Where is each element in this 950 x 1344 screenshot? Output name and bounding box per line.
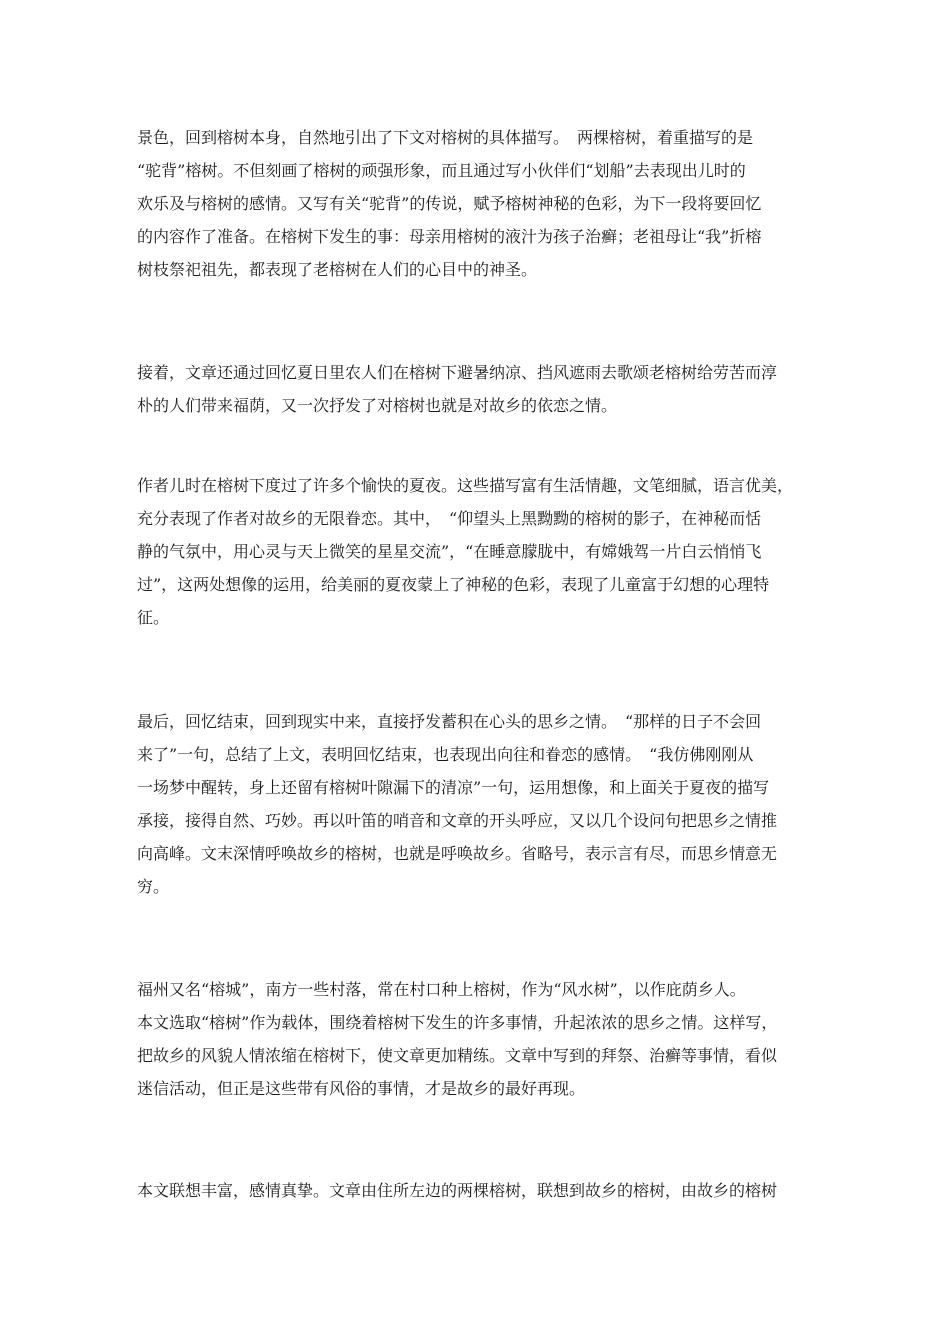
text-line: 树枝祭祀祖先，都表现了老榕树在人们的心目中的神圣。 [137,260,538,279]
text-line: 静的气氛中，用心灵与天上微笑的星星交流”，“在睡意朦胧中，有嫦娥驾一片白云悄悄飞 [137,542,762,561]
text-line: 充分表现了作者对故乡的无限眷恋。其中， “仰望头上黑黝黝的榕树的影子，在神秘而恬 [137,509,762,528]
paragraph-summer-shade [137,356,827,422]
text-line: 一场梦中醒转，身上还留有榕树叶隙漏下的清凉”一句，运用想像，和上面关于夏夜的描写 [137,778,770,797]
paragraph-conclusion [137,705,827,903]
text-line: 征。 [137,608,170,627]
text-line: 迷信活动，但正是这些带有风俗的事情，才是故乡的最好再现。 [137,1079,586,1098]
text-line: 景色，回到榕树本身，自然地引出了下文对榕树的具体描写。 两棵榕树，着重描写的是 [137,128,754,147]
paragraph-summary [137,1174,827,1207]
paragraph-banyan-description [137,121,827,286]
text-line: 的内容作了准备。在榕树下发生的事：母亲用榕树的液汁为孩子治癣；老祖母让“我”折榕 [137,227,762,246]
text-line: 向高峰。文末深情呼唤故乡的榕树，也就是呼唤故乡。省略号，表示言有尽，而思乡情意无 [137,844,778,863]
paragraph-summer-nights [137,469,827,634]
text-line: 作者儿时在榕树下度过了许多个愉快的夏夜。这些描写富有生活情趣，文笔细腻，语言优美， [137,476,794,495]
text-line: 接着，文章还通过回忆夏日里农人们在榕树下避暑纳凉、挡风遮雨去歌颂老榕树给劳苦而淳 [137,363,778,382]
paragraph-fuzhou-background [137,973,827,1105]
text-line: 最后，回忆结束，回到现实中来，直接抒发蓄积在心头的思乡之情。 “那样的日子不会回 [137,712,762,731]
text-line: 福州又名“榕城”，南方一些村落，常在村口种上榕树，作为“风水树”，以作庇荫乡人。 [137,980,746,999]
text-line: 朴的人们带来福荫，又一次抒发了对榕树也就是对故乡的依恋之情。 [137,396,618,415]
text-line: 把故乡的风貌人情浓缩在榕树下，使文章更加精练。文章中写到的拜祭、治癣等事情，看似 [137,1046,778,1065]
text-line: “驼背”榕树。不但刻画了榕树的顽强形象，而且通过写小伙伴们“划船”去表现出儿时的 [137,161,746,180]
text-line: 本文选取“榕树”作为载体，围绕着榕树下发生的许多事情，升起浓浓的思乡之情。这样写， [137,1013,778,1032]
text-line: 欢乐及与榕树的感情。又写有关“驼背”的传说，赋予榕树神秘的色彩，为下一段将要回忆 [137,194,762,213]
text-line: 承接，接得自然、巧妙。再以叶笛的哨音和文章的开头呼应，又以几个设问句把思乡之情推 [137,811,778,830]
text-line: 本文联想丰富，感情真挚。文章由住所左边的两棵榕树，联想到故乡的榕树，由故乡的榕树 [137,1181,778,1200]
text-line: 过”，这两处想像的运用，给美丽的夏夜蒙上了神秘的色彩，表现了儿童富于幻想的心理特 [137,575,770,594]
text-line: 来了”一句，总结了上文，表明回忆结束，也表现出向往和眷恋的感情。 “我仿佛刚刚从 [137,745,754,764]
text-line: 穷。 [137,877,170,896]
